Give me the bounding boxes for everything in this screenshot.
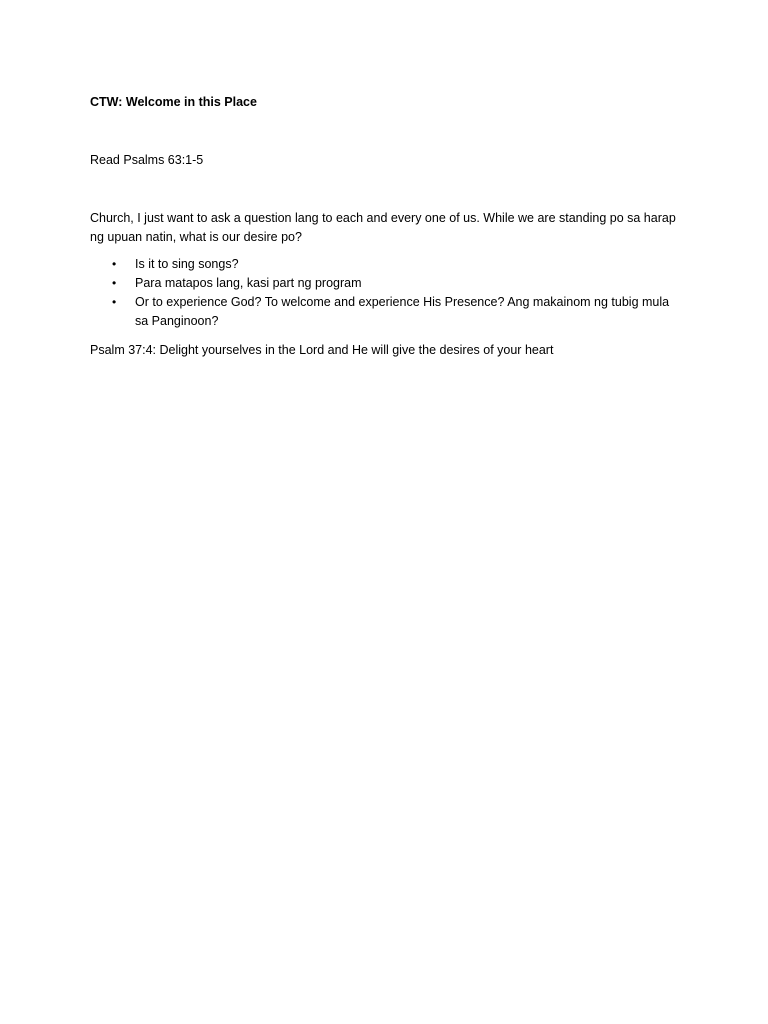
list-item: [90, 293, 682, 331]
bullet-icon: •: [112, 295, 117, 309]
list-item-text: Para matapos lang, kasi part ng program: [135, 276, 362, 290]
scripture-reading: Read Psalms 63:1-5: [90, 153, 204, 167]
list-item-text: Is it to sing songs?: [135, 257, 239, 271]
document-title: CTW: Welcome in this Place: [90, 95, 257, 109]
list-item-text: Or to experience God? To welcome and experience His Presence? Ang makainom ng tubig mula sa Panginoon?: [135, 295, 670, 328]
list-item: [90, 274, 682, 293]
closing-verse: Psalm 37:4: Delight yourselves in the Lord and He will give the desires of your heart: [90, 343, 554, 357]
bullet-icon: •: [112, 257, 117, 271]
question-list: [90, 255, 682, 331]
intro-paragraph: Church, I just want to ask a question lang to each and every one of us. While we are standing po sa harap ng upuan natin, what is our desire po?: [90, 211, 676, 244]
document-body: [90, 93, 682, 360]
list-item: [90, 255, 682, 274]
bullet-icon: •: [112, 276, 117, 290]
